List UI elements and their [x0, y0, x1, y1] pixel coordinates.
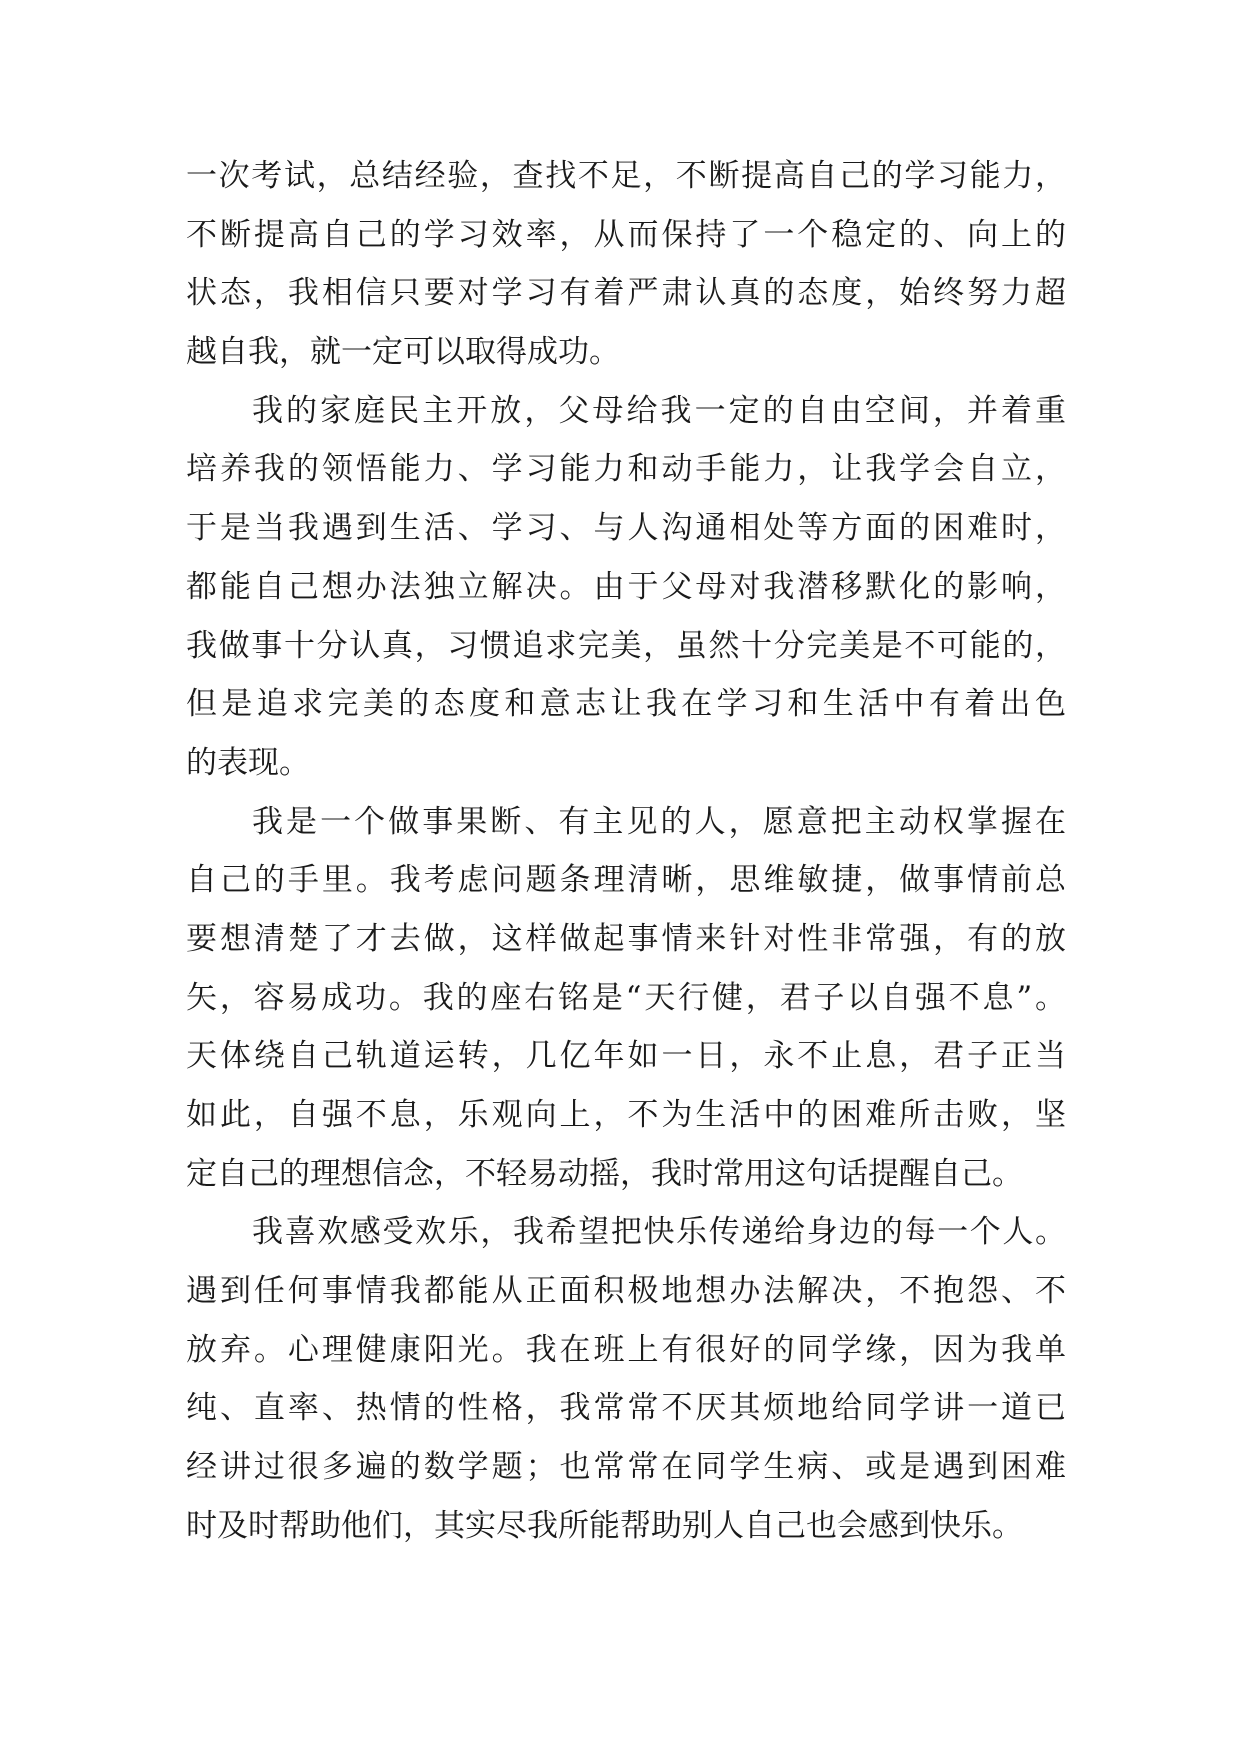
text-line: 状态，我相信只要对学习有着严肃认真的态度，始终努力超 [186, 275, 1066, 312]
paragraph-4 [186, 1203, 1066, 1555]
text-line: 矢，容易成功。我的座右铭是“天行健，君子以自强不息”。 [186, 979, 1066, 1016]
text-line: 都能自己想办法独立解决。由于父母对我潜移默化的影响， [186, 568, 1066, 605]
paragraph-3 [186, 793, 1066, 1204]
text-line: 天体绕自己轨道运转，几亿年如一日，永不止息，君子正当 [186, 1038, 1066, 1075]
text-line: 自己的手里。我考虑问题条理清晰，思维敏捷，做事情前总 [186, 862, 1066, 899]
text-line: 我喜欢感受欢乐，我希望把快乐传递给身边的每一个人。 [252, 1214, 1066, 1251]
paragraph-1 [186, 147, 1066, 382]
text-line: 越自我，就一定可以取得成功。 [186, 334, 620, 371]
text-line: 我做事十分认真，习惯追求完美，虽然十分完美是不可能的， [186, 627, 1066, 664]
text-line: 不断提高自己的学习效率，从而保持了一个稳定的、向上的 [186, 216, 1066, 253]
text-line: 定自己的理想信念，不轻易动摇，我时常用这句话提醒自己。 [186, 1155, 1023, 1192]
text-line: 但是追求完美的态度和意志让我在学习和生活中有着出色 [186, 686, 1066, 723]
text-line: 我的家庭民主开放，父母给我一定的自由空间，并着重 [252, 392, 1066, 429]
text-line: 培养我的领悟能力、学习能力和动手能力，让我学会自立， [186, 451, 1066, 488]
text-line: 时及时帮助他们，其实尽我所能帮助别人自己也会感到快乐。 [186, 1507, 1023, 1544]
text-line: 经讲过很多遍的数学题；也常常在同学生病、或是遇到困难 [186, 1449, 1066, 1486]
text-line: 遇到任何事情我都能从正面积极地想办法解决，不抱怨、不 [186, 1273, 1066, 1310]
text-line: 如此，自强不息，乐观向上，不为生活中的困难所击败，坚 [186, 1097, 1066, 1133]
text-line: 要想清楚了才去做，这样做起事情来针对性非常强，有的放 [186, 920, 1066, 957]
text-line: 我是一个做事果断、有主见的人，愿意把主动权掌握在 [252, 803, 1066, 840]
text-line: 纯、直率、热情的性格，我常常不厌其烦地给同学讲一道已 [186, 1390, 1066, 1427]
paragraph-2 [186, 382, 1066, 793]
text-line: 一次考试，总结经验，查找不足，不断提高自己的学习能力， [186, 158, 1066, 194]
text-line: 放弃。心理健康阳光。我在班上有很好的同学缘，因为我单 [186, 1331, 1066, 1368]
text-line: 于是当我遇到生活、学习、与人沟通相处等方面的困难时， [186, 510, 1066, 547]
document-body [186, 147, 1066, 1556]
text-line: 的表现。 [186, 744, 310, 781]
